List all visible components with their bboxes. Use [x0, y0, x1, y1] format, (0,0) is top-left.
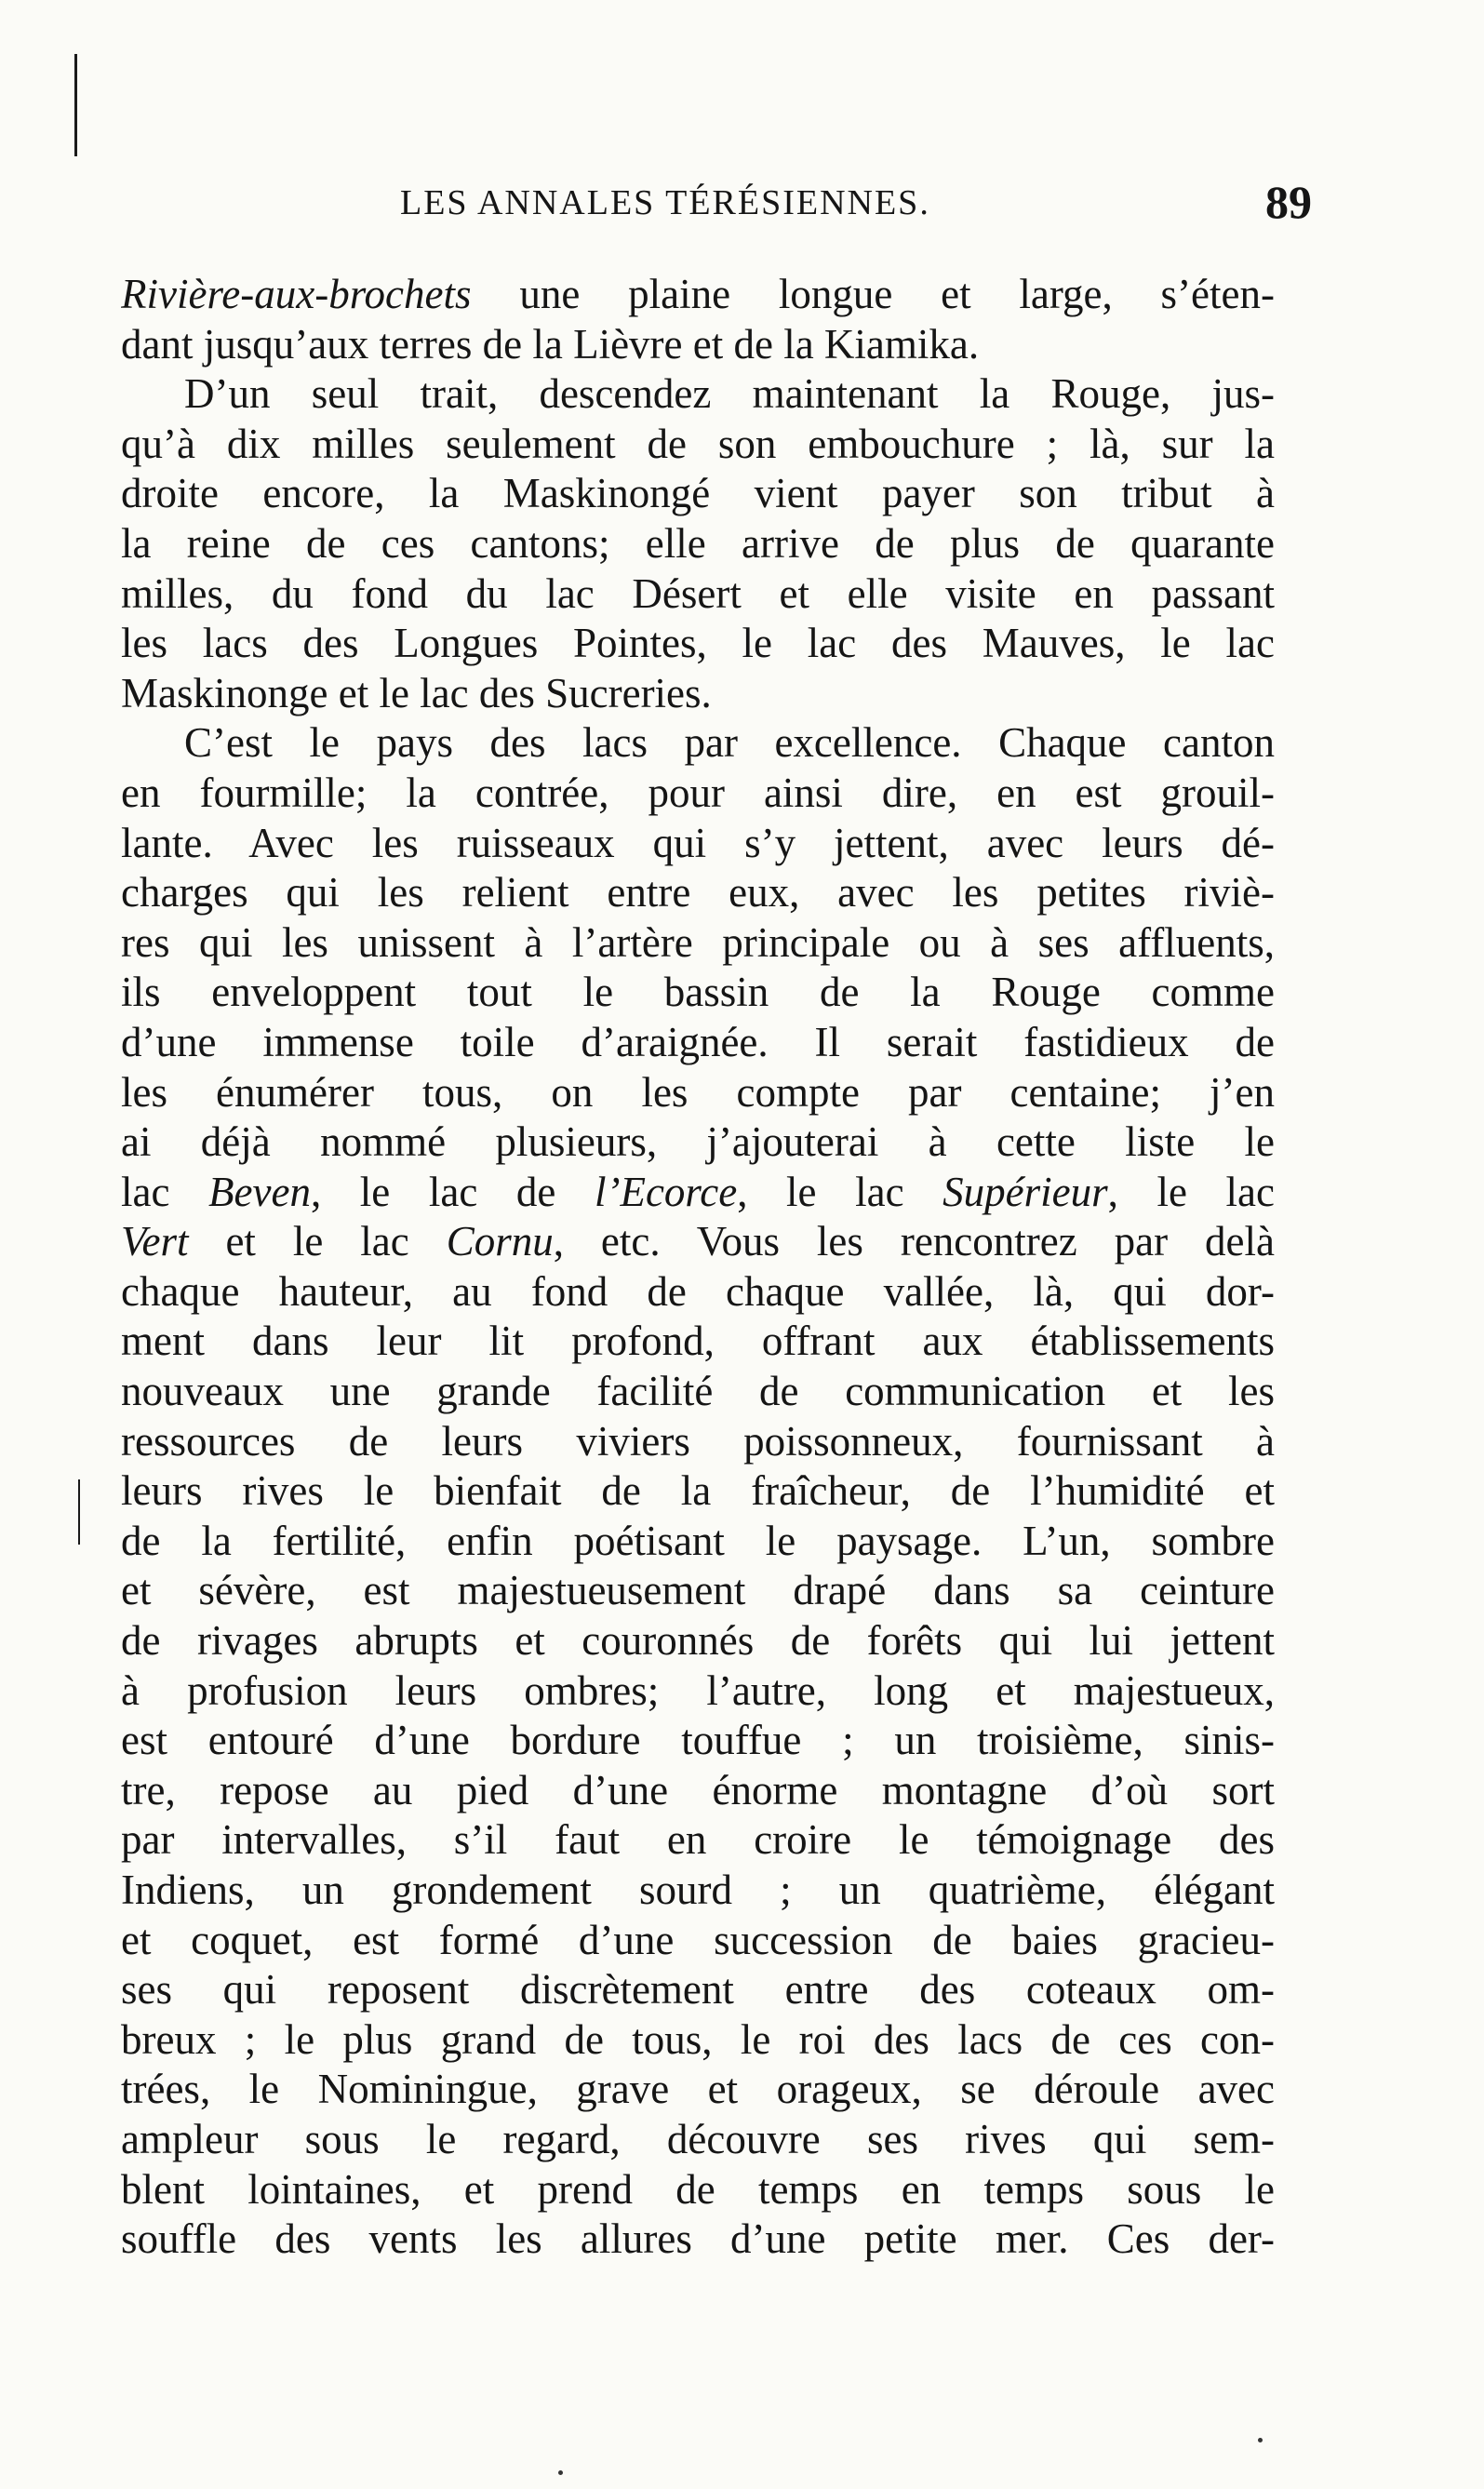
page-number: 89	[1265, 176, 1312, 228]
text-run: , le lac	[1107, 1168, 1275, 1215]
place-name-italic: Rivière-aux-brochets	[121, 271, 472, 317]
text-run: lac	[121, 1168, 209, 1215]
scan-edge-mark-middle	[78, 1479, 80, 1545]
text-line	[121, 1217, 1275, 1267]
text-line: ils enveloppent tout le bassin de la Rouge comme	[121, 969, 1275, 1016]
text-line: d’une immense toile d’araignée. Il serait fastidieux de	[121, 1018, 1275, 1065]
text-run: , le lac de	[310, 1168, 595, 1215]
scan-speck	[1258, 2438, 1263, 2442]
text-line: par intervalles, s’il faut en croire le témoignage des	[121, 1816, 1275, 1864]
text-line: Maskinonge et le lac des Sucreries.	[121, 669, 712, 716]
text-run: , etc. Vous les rencontrez par delà	[553, 1218, 1275, 1265]
scan-speck	[558, 2470, 563, 2475]
text-line: nouveaux une grande facilité de communication et les	[121, 1368, 1275, 1415]
text-line: dant jusqu’aux terres de la Lièvre et de la Kiamika.	[121, 320, 980, 368]
text-line: chaque hauteur, au fond de chaque vallée, là, qui dor-	[121, 1267, 1275, 1315]
text-run: , le lac	[737, 1168, 943, 1215]
scan-edge-mark-top	[74, 54, 77, 156]
text-line: les énumérer tous, on les compte par centaine; j’en	[121, 1068, 1275, 1116]
text-line: breux ; le plus grand de tous, le roi des lacs de ces con-	[121, 2015, 1275, 2063]
lake-name-italic: Cornu	[446, 1218, 554, 1265]
text-line: lante. Avec les ruisseaux qui s’y jettent, avec leurs dé-	[121, 819, 1275, 866]
text-line	[121, 1168, 1275, 1218]
text-line: à profusion leurs ombres; l’autre, long et majestueux,	[121, 1666, 1275, 1714]
lake-name-italic: Beven	[208, 1168, 311, 1215]
text-line: et coquet, est formé d’une succession de baies gracieu-	[121, 1916, 1275, 1963]
text-line: res qui les unissent à l’artère principale ou à ses affluents,	[121, 918, 1275, 966]
lake-name-italic: Vert	[121, 1218, 189, 1265]
text-line: leurs rives le bienfait de la fraîcheur, de l’humidité et	[121, 1467, 1275, 1515]
text-line: en fourmille; la contrée, pour ainsi dire, en est grouil-	[121, 769, 1275, 816]
text-line: de la fertilité, enfin poétisant le paysage. L’un, sombre	[121, 1517, 1275, 1564]
text-line: est entouré d’une bordure touffue ; un troisième, sinis-	[121, 1717, 1275, 1764]
text-line: Indiens, un grondement sourd ; un quatrième, élégant	[121, 1867, 1275, 1913]
text-run: une plaine longue et large, s’éten-	[471, 271, 1275, 317]
text-line: la reine de ces cantons; elle arrive de plus de quarante	[121, 519, 1275, 567]
paragraph-start-line: D’un seul trait, descendez maintenant la Rouge, jus-	[184, 370, 1275, 418]
text-line: qu’à dix milles seulement de son embouchure ; là, sur la	[121, 420, 1275, 467]
lake-name-italic: l’Ecorce	[594, 1168, 738, 1215]
text-line: charges qui les relient entre eux, avec les petites riviè-	[121, 869, 1275, 917]
text-line: les lacs des Longues Pointes, le lac des Mauves, le lac	[121, 620, 1275, 667]
text-line: et sévère, est majestueusement drapé dans sa ceinture	[121, 1567, 1275, 1614]
text-line	[121, 270, 1275, 320]
text-line: ses qui reposent discrètement entre des coteaux om-	[121, 1966, 1275, 2014]
text-line: ment dans leur lit profond, offrant aux établissements	[121, 1318, 1275, 1365]
text-run: et le lac	[188, 1218, 447, 1265]
text-line: milles, du fond du lac Désert et elle visite en passant	[121, 569, 1275, 617]
text-line: droite encore, la Maskinongé vient payer son tribut à	[121, 470, 1275, 517]
paragraph-start-line: C’est le pays des lacs par excellence. Chaque canton	[184, 719, 1275, 767]
running-head	[121, 176, 1330, 238]
text-line: de rivages abrupts et couronnés de forêts qui lui jettent	[121, 1617, 1275, 1665]
lake-name-italic: Supérieur	[943, 1168, 1108, 1215]
text-line: souffle des vents les allures d’une petite mer. Ces der-	[121, 2215, 1275, 2263]
running-title: LES ANNALES TÉRÉSIENNES.	[400, 183, 930, 222]
text-line: blent lointaines, et prend de temps en temps sous le	[121, 2165, 1275, 2213]
text-line: tre, repose au pied d’une énorme montagne d’où sort	[121, 1766, 1275, 1813]
text-line: ai déjà nommé plusieurs, j’ajouterai à cette liste le	[121, 1118, 1275, 1166]
body-text	[121, 270, 1275, 2265]
text-line: trées, le Nominingue, grave et orageux, se déroule avec	[121, 2066, 1275, 2113]
text-line: ampleur sous le regard, découvre ses rives qui sem-	[121, 2115, 1275, 2162]
text-line: ressources de leurs viviers poissonneux, fournissant à	[121, 1417, 1275, 1465]
